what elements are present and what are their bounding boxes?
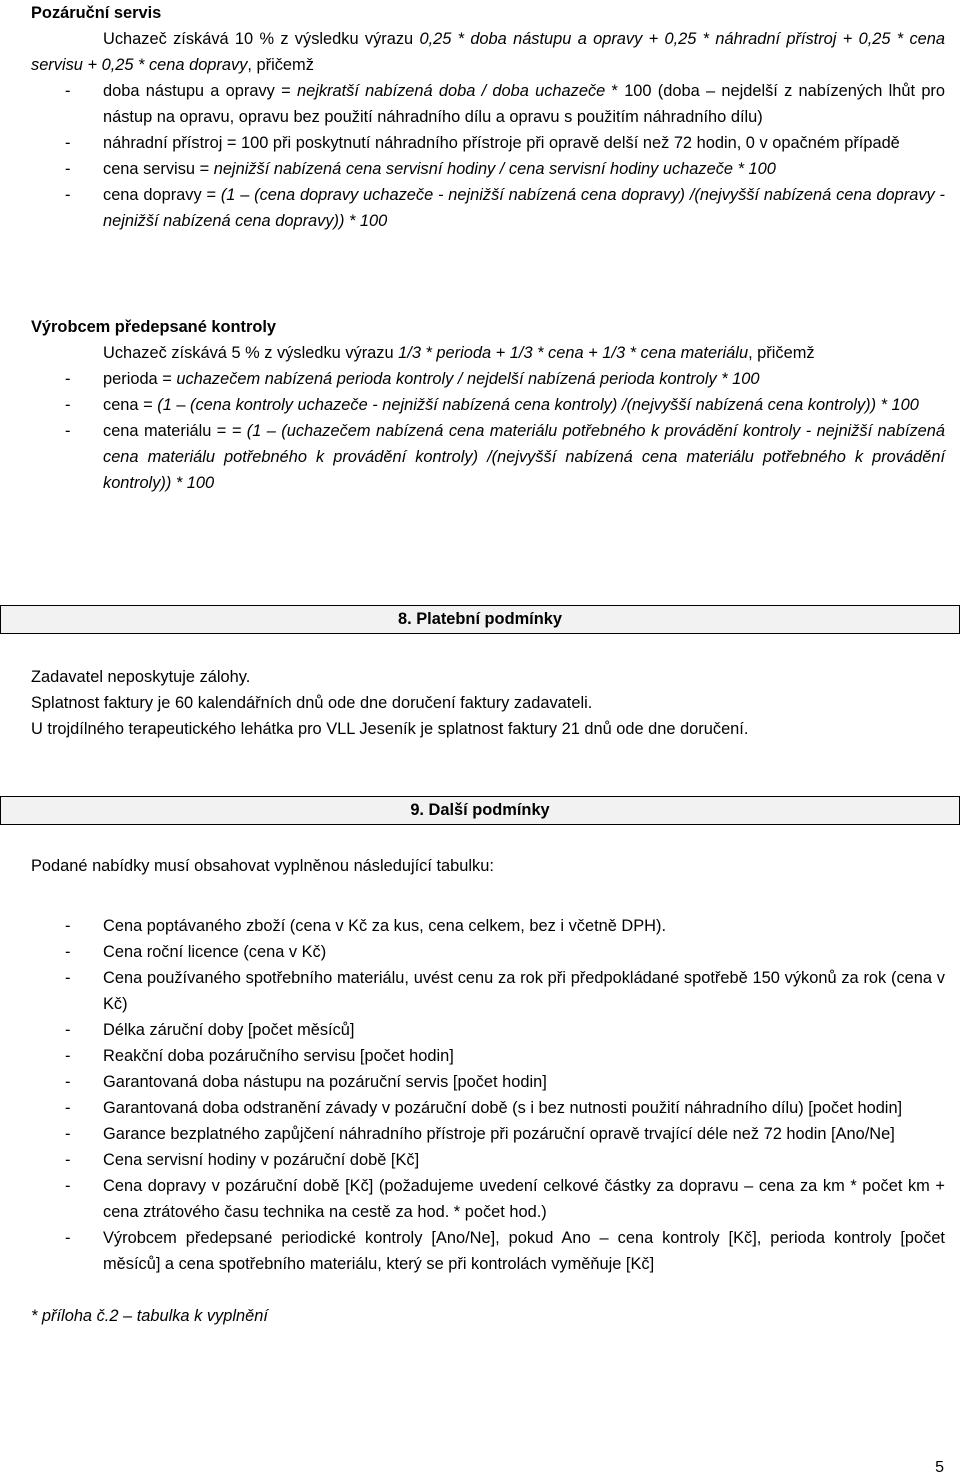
- invoice-due-date: Splatnost faktury je 60 kalendářních dnů ode dne doručení faktury zadavateli.: [31, 694, 593, 712]
- list-item: [31, 156, 945, 182]
- list-item: - Cena dopravy v pozáruční době [Kč] (požadujeme uvedení celkové částky za dopravu – cena za km * počet km + cena ztrátového času technika na cestě za hod. * počet hod.): [31, 1173, 945, 1225]
- section-8-title: 8. Platební podmínky: [398, 610, 562, 628]
- section-9-title-bar: [0, 796, 960, 825]
- post-warranty-list: [31, 78, 945, 234]
- manufacturer-checks-section: [31, 314, 945, 496]
- item-formula: nejnižší nabízená cena servisní hodiny / cena servisní hodiny uchazeče * 100: [213, 160, 776, 178]
- list-item: - Cena roční licence (cena v Kč): [31, 939, 945, 965]
- list-item: - Cena servisní hodiny v pozáruční době [Kč]: [31, 1147, 945, 1173]
- item-text: * 100 (doba – nejdelší z nabízených lhůt pro nástup na opravu, opravu bez použití náhradního dílu a opravu s použitím náhradního dílu): [103, 82, 946, 126]
- item-formula: (1 – (cena kontroly uchazeče - nejnižší nabízená cena kontroly) /(nejvyšší nabízená cena kontroly)) * 100: [157, 396, 919, 414]
- item-text: cena servisu =: [103, 160, 214, 178]
- intro-text: Uchazeč získává 5 % z výsledku výrazu: [103, 344, 399, 362]
- list-item: - Garantovaná doba odstranění závady v pozáruční době (s i bez nutnosti použití náhradního dílu) [počet hodin]: [31, 1095, 945, 1121]
- item-formula: uchazečem nabízená perioda kontroly / nejdelší nabízená perioda kontroly * 100: [176, 370, 760, 388]
- intro-end: , přičemž: [748, 344, 815, 362]
- intro-end: , přičemž: [247, 56, 314, 74]
- post-warranty-heading: Pozáruční servis: [31, 4, 162, 22]
- section-8-body: [31, 664, 945, 742]
- item-formula: (1 – (cena dopravy uchazeče - nejnižší nabízená cena dopravy) /(nejvyšší nabízená cena dopravy - nejnižší nabízená cena dopravy)) * 100: [103, 186, 946, 230]
- list-item: [31, 182, 945, 234]
- section-8-title-bar: [0, 605, 960, 634]
- list-item: [31, 130, 945, 156]
- list-item: - Reakční doba pozáručního servisu [počet hodin]: [31, 1043, 945, 1069]
- list-item: - Cena používaného spotřebního materiálu, uvést cenu za rok při předpokládané spotřebě 150 výkonů za rok (cena v Kč): [31, 965, 945, 1017]
- item-formula: = (1 – (uchazečem nabízená cena materiálu potřebného k provádění kontroly - nejnižší nabízená cena materiálu potřebného k provádění kontroly) /(nejvyšší nabízená cena materiálu potřebného k provádění kontroly)) * 100: [103, 422, 946, 492]
- intro-formula: 1/3 * perioda + 1/3 * cena + 1/3 * cena materiálu: [398, 344, 749, 362]
- list-item: [31, 78, 945, 130]
- item-text: cena dopravy =: [103, 186, 221, 204]
- manufacturer-checks-list: [31, 366, 945, 496]
- post-warranty-section: [31, 0, 945, 234]
- item-text: perioda =: [103, 370, 177, 388]
- list-item: - Délka záruční doby [počet měsíců]: [31, 1017, 945, 1043]
- invoice-due-date-exception: U trojdílného terapeutického lehátka pro VLL Jeseník je splatnost faktury 21 dnů ode dne doručení.: [31, 720, 749, 738]
- item-text: cena materiálu =: [103, 422, 232, 440]
- item-formula: nejkratší nabízená doba / doba uchazeče: [296, 82, 606, 100]
- list-item: - Garantovaná doba nástupu na pozáruční servis [počet hodin]: [31, 1069, 945, 1095]
- post-warranty-intro: [31, 26, 945, 78]
- section-9-body: [31, 853, 945, 1329]
- item-text: doba nástupu a opravy =: [103, 82, 297, 100]
- list-item: [31, 418, 945, 496]
- manufacturer-checks-intro: [31, 340, 945, 366]
- item-text: náhradní přístroj = 100 při poskytnutí náhradního přístroje při opravě delší než 72 hodin, 0 v opačném případě: [103, 134, 900, 152]
- no-advance-payments: Zadavatel neposkytuje zálohy.: [31, 668, 251, 686]
- list-item: [31, 366, 945, 392]
- required-table-list: [31, 913, 945, 1277]
- intro-text: Uchazeč získává 10 % z výsledku výrazu: [103, 30, 420, 48]
- intro-formula: 0,25 * doba nástupu a opravy + 0,25 * náhradní přístroj + 0,25 * cena servisu + 0,25 * cena dopravy: [31, 30, 945, 74]
- list-item: - Garance bezplatného zapůjčení náhradního přístroje při pozáruční opravě trvající déle než 72 hodin [Ano/Ne]: [31, 1121, 945, 1147]
- item-text: cena =: [103, 396, 158, 414]
- list-item: - Cena poptávaného zboží (cena v Kč za kus, cena celkem, bez i včetně DPH).: [31, 913, 945, 939]
- list-item: - Výrobcem předepsané periodické kontroly [Ano/Ne], pokud Ano – cena kontroly [Kč], perioda kontroly [počet měsíců] a cena spotřebního materiálu, který se při kontrolách vyměňuje [Kč]: [31, 1225, 945, 1277]
- attachment-footnote: * příloha č.2 – tabulka k vyplnění: [31, 1307, 268, 1325]
- list-item: [31, 392, 945, 418]
- section-9-intro: Podané nabídky musí obsahovat vyplněnou následující tabulku:: [31, 857, 494, 875]
- section-9-title: 9. Další podmínky: [410, 801, 550, 819]
- page-number: 5: [935, 1459, 944, 1476]
- manufacturer-checks-heading: Výrobcem předepsané kontroly: [31, 318, 277, 336]
